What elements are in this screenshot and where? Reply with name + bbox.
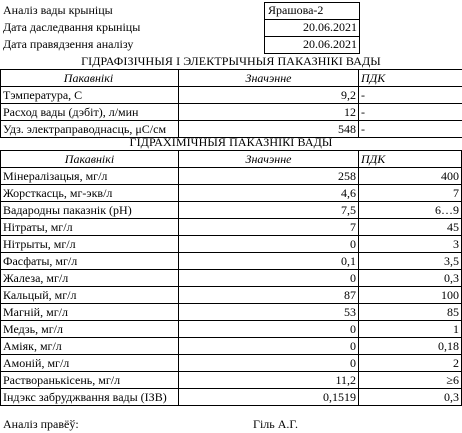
table-row <box>1 253 462 270</box>
column-header-limit: ПДК <box>359 70 462 87</box>
indicator-name: Фасфаты, мг/л <box>1 253 179 270</box>
indicator-limit: 6…9 <box>359 202 462 219</box>
indicator-value: 0 <box>179 270 359 287</box>
indicator-value: 9,2 <box>179 87 359 104</box>
analyst-label: Аналіз правёў: <box>3 417 79 431</box>
indicator-limit: 85 <box>359 304 462 321</box>
indicator-value: 4,6 <box>179 185 359 202</box>
column-header-value: Значэнне <box>179 151 359 168</box>
table-row <box>1 372 462 389</box>
indicator-name: Жорсткасць, мг-экв/л <box>1 185 179 202</box>
indicator-value: 0 <box>179 355 359 372</box>
indicator-name: Растворанькісень, мг/л <box>1 372 179 389</box>
column-header-limit: ПДК <box>359 151 462 168</box>
table-row <box>1 168 462 185</box>
indicator-value: 11,2 <box>179 372 359 389</box>
indicator-limit: - <box>359 104 462 121</box>
indicator-name: Нітрыты, мг/л <box>1 236 179 253</box>
indicator-name: Магній, мг/л <box>1 304 179 321</box>
indicator-limit: 0,18 <box>359 338 462 355</box>
indicator-value: 548 <box>179 121 359 138</box>
column-header-value: Значэнне <box>179 70 359 87</box>
indicator-name: Кальцый, мг/л <box>1 287 179 304</box>
indicator-limit: 0,3 <box>359 389 462 406</box>
indicator-value: 0 <box>179 236 359 253</box>
column-header-indicator: Пакавнікі <box>1 70 179 87</box>
indicator-name: Нітраты, мг/л <box>1 219 179 236</box>
table-row <box>1 202 462 219</box>
indicator-limit: 3,5 <box>359 253 462 270</box>
table-header-row <box>1 70 462 87</box>
indicator-value: 0,1519 <box>179 389 359 406</box>
table-row <box>1 355 462 372</box>
indicator-value: 0 <box>179 321 359 338</box>
indicator-name: Расход вады (дэбіт), л/мин <box>1 104 179 121</box>
table-row <box>1 389 462 406</box>
survey-date-label: Дата даследвання крыніцы <box>3 20 141 34</box>
table-row <box>1 304 462 321</box>
table-row <box>1 236 462 253</box>
indicator-name: Індэкс забруджвання вады (ІЗВ) <box>1 389 179 406</box>
table-row <box>1 104 462 121</box>
indicator-limit: - <box>359 121 462 138</box>
indicator-value: 7 <box>179 219 359 236</box>
indicator-limit: 400 <box>359 168 462 185</box>
table-row <box>1 321 462 338</box>
table-row <box>1 185 462 202</box>
column-header-indicator: Пакавнікі <box>1 151 179 168</box>
source-name-value: Ярашова-2 <box>268 3 324 17</box>
indicator-name: Медзь, мг/л <box>1 321 179 338</box>
table-row <box>1 338 462 355</box>
table-header-row <box>1 151 462 168</box>
indicator-name: Жалеза, мг/л <box>1 270 179 287</box>
indicator-value: 258 <box>179 168 359 185</box>
indicator-name: Удз. электраправоднасць, μС/см <box>1 121 179 138</box>
indicator-limit: ≥6 <box>359 372 462 389</box>
table-row <box>1 219 462 236</box>
indicator-value: 0 <box>179 338 359 355</box>
analysis-date-label: Дата правядзення аналізу <box>3 37 134 51</box>
indicator-value: 87 <box>179 287 359 304</box>
indicator-limit: 3 <box>359 236 462 253</box>
indicator-limit: 100 <box>359 287 462 304</box>
indicator-value: 7,5 <box>179 202 359 219</box>
indicator-limit: 0,3 <box>359 270 462 287</box>
section2-title: ГІДРАХІМІЧНЫЯ ПАКАЗНІКІ ВАДЫ <box>129 135 333 149</box>
indicator-name: Тэмпература, С <box>1 87 179 104</box>
indicator-limit: 7 <box>359 185 462 202</box>
section1-table <box>0 69 462 138</box>
survey-date-value: 20.06.2021 <box>303 20 357 34</box>
indicator-value: 53 <box>179 304 359 321</box>
indicator-name: Амоній, мг/л <box>1 355 179 372</box>
section2-table <box>0 150 462 406</box>
indicator-name: Мінералізацыя, мг/л <box>1 168 179 185</box>
indicator-value: 12 <box>179 104 359 121</box>
analyst-name: Гіль А.Г. <box>253 417 298 431</box>
indicator-limit: 2 <box>359 355 462 372</box>
indicator-limit: 1 <box>359 321 462 338</box>
indicator-limit: 45 <box>359 219 462 236</box>
source-label: Аналіз вады крыніцы <box>3 3 113 17</box>
section1-title: ГІДРАФІЗІЧНЫЯ І ЭЛЕКТРЫЧНЫЯ ПАКАЗНІКІ ВАДЫ <box>81 54 381 68</box>
table-row <box>1 270 462 287</box>
indicator-limit: - <box>359 87 462 104</box>
indicator-name: Вадародны паказнік (pH) <box>1 202 179 219</box>
indicator-value: 0,1 <box>179 253 359 270</box>
indicator-name: Аміяк, мг/л <box>1 338 179 355</box>
table-row <box>1 87 462 104</box>
analysis-date-value: 20.06.2021 <box>303 37 357 51</box>
table-row <box>1 287 462 304</box>
